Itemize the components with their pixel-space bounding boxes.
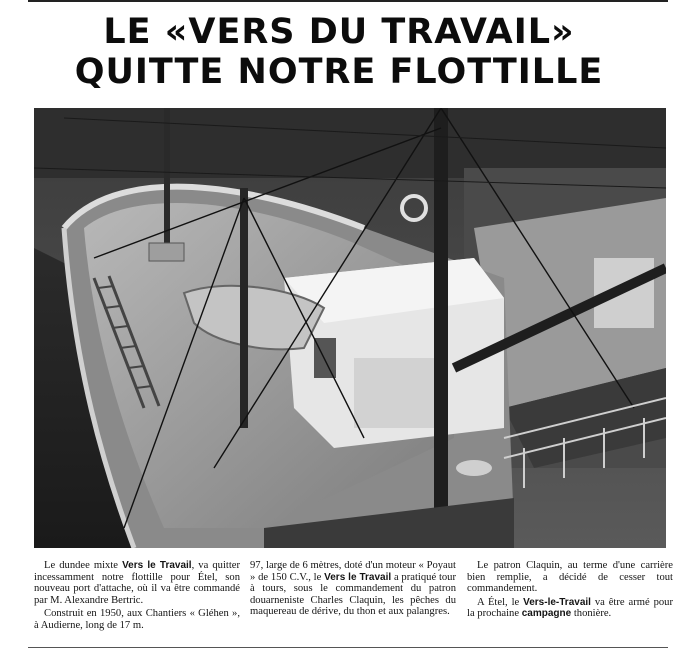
top-rule (28, 0, 668, 2)
article-column-2 (250, 560, 456, 620)
boat-name: Vers le Travail (324, 571, 392, 583)
headline (0, 12, 678, 92)
paragraph (250, 560, 456, 618)
headline-line-2: QUITTE NOTRE FLOTTILLE (74, 52, 604, 92)
text-run: va être armé pour la prochaine (467, 596, 673, 620)
bottom-rule (28, 647, 668, 648)
text-run: A Étel, le (477, 596, 524, 608)
article-body (34, 560, 674, 644)
article-column-1 (34, 560, 240, 634)
text-run: thonière. (571, 608, 612, 620)
boat-name: Vers-le-Travail (523, 596, 591, 608)
article-column-3 (467, 560, 673, 622)
text-run: , va quitter incessamment notre flottille pour Étel, son nouveau port d'attache, où il va être commandé par M. Alexandre Bertric. (34, 560, 240, 606)
text-run: Le dundee mixte (44, 560, 123, 571)
text-run-bold: campagne (521, 608, 572, 620)
paragraph (34, 560, 240, 606)
text-run: 97, large de 6 mètres, doté d'un moteur « Poyaut » de 150 C.V., le (250, 560, 456, 583)
paragraph (467, 560, 673, 595)
boat-photo (34, 108, 666, 548)
text-run: a pratiqué tour à tours, sous le commandement du patron douarneniste Charles Claquin, les pêches du maquereau de dérive, du thon et aux palangres. (250, 571, 457, 618)
paragraph (467, 597, 673, 620)
text-run: Construit en 1950, aux Chantiers « Gléhen », à Audierne, long de 17 m. (34, 608, 240, 631)
text-run: Le patron Claquin, au terme d'une carrière bien remplie, a décidé de cesser tout commandement. (467, 560, 673, 595)
boat-photo-illustration (34, 108, 666, 548)
headline-line-1: LE «VERS DU TRAVAIL» (103, 12, 575, 52)
boat-name: Vers le Travail (122, 560, 192, 571)
paragraph (34, 608, 240, 631)
